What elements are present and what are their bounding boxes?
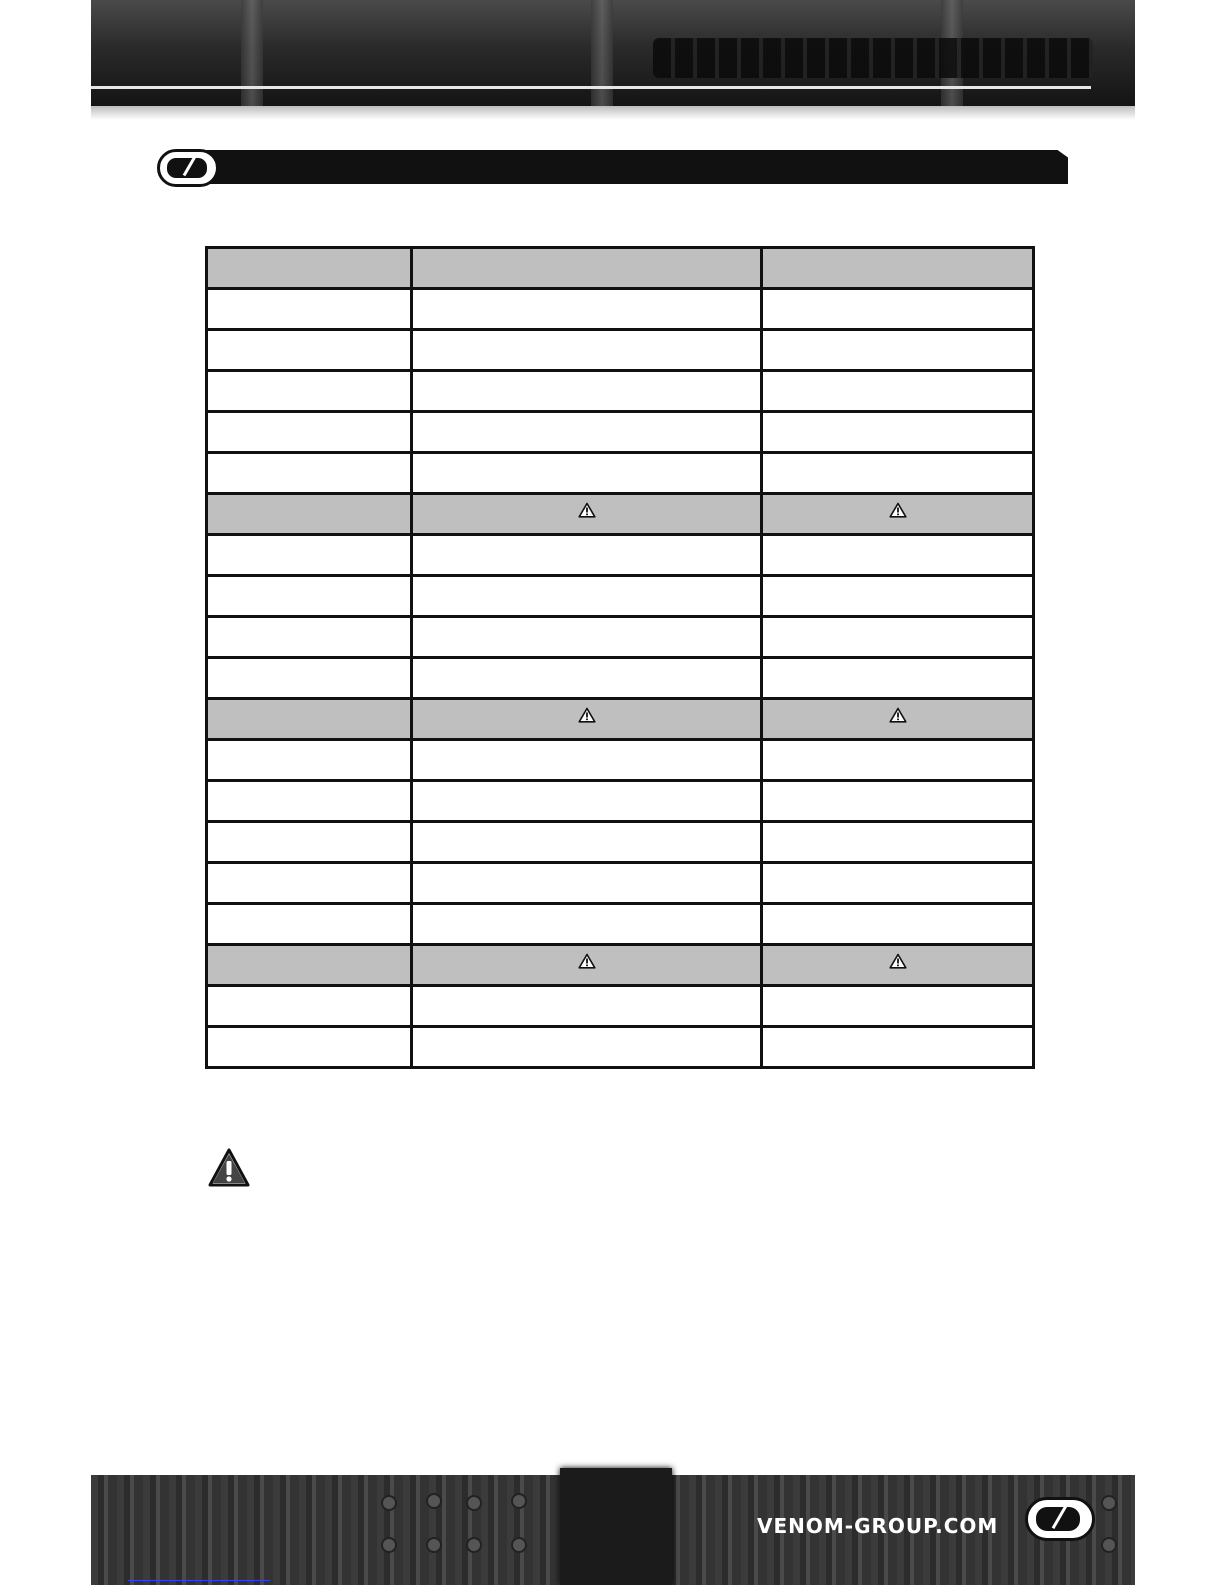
table-cell [207, 781, 412, 822]
table-cell [207, 535, 412, 576]
section-heading-bar [196, 150, 1068, 184]
table-cell [762, 494, 1034, 535]
bolt [1101, 1537, 1117, 1553]
table-cell [412, 412, 762, 453]
table-cell [762, 699, 1034, 740]
table-cell [762, 371, 1034, 412]
table-cell [762, 453, 1034, 494]
table-cell [207, 699, 412, 740]
table-row [207, 617, 1034, 658]
table-row [207, 412, 1034, 453]
table-cell [412, 494, 762, 535]
table-cell [762, 330, 1034, 371]
table-cell [762, 248, 1034, 289]
warning-triangle-icon [578, 707, 596, 726]
table-cell [207, 371, 412, 412]
header-banner [91, 0, 1135, 106]
page-number-tab [560, 1468, 672, 1585]
bolt [511, 1493, 527, 1509]
table-cell [207, 494, 412, 535]
table-cell [412, 289, 762, 330]
table-cell [412, 248, 762, 289]
table-cell [207, 658, 412, 699]
table-cell [412, 453, 762, 494]
table-cell [412, 986, 762, 1027]
bolt [466, 1537, 482, 1553]
table-row [207, 863, 1034, 904]
table-row [207, 535, 1034, 576]
table-cell [207, 863, 412, 904]
table-cell [412, 781, 762, 822]
table-cell [412, 371, 762, 412]
table-row [207, 822, 1034, 863]
venom-logo-icon [1025, 1497, 1095, 1541]
table-row [207, 945, 1034, 986]
table-cell [207, 289, 412, 330]
bolt [466, 1495, 482, 1511]
table-cell [207, 412, 412, 453]
table-cell [412, 576, 762, 617]
table-row [207, 453, 1034, 494]
table-row [207, 1027, 1034, 1068]
fence-post [241, 0, 263, 106]
table-cell [762, 945, 1034, 986]
header-title-graphic [653, 38, 1093, 78]
warning-triangle-icon [889, 707, 907, 726]
table-cell [412, 863, 762, 904]
table-cell [207, 740, 412, 781]
table-row [207, 740, 1034, 781]
bolt [426, 1537, 442, 1553]
table-cell [762, 863, 1034, 904]
table-row [207, 576, 1034, 617]
table-cell [412, 658, 762, 699]
footer-link-underline [128, 1580, 270, 1581]
warning-triangle-icon [889, 953, 907, 972]
table-row [207, 658, 1034, 699]
table-cell [762, 740, 1034, 781]
table-cell [412, 617, 762, 658]
table-cell [207, 822, 412, 863]
table-cell [762, 986, 1034, 1027]
table-cell [412, 535, 762, 576]
table-cell [207, 1027, 412, 1068]
table-cell [762, 412, 1034, 453]
table-cell [207, 904, 412, 945]
table-row [207, 781, 1034, 822]
footer-website[interactable]: VENOM-GROUP.COM [757, 1514, 999, 1538]
header-rule [91, 86, 1091, 89]
table-cell [207, 330, 412, 371]
table-row [207, 330, 1034, 371]
table-cell [207, 453, 412, 494]
table-row [207, 699, 1034, 740]
header-shadow [91, 106, 1135, 120]
table-cell [762, 576, 1034, 617]
table-cell [762, 781, 1034, 822]
table-cell [207, 945, 412, 986]
bolt [381, 1537, 397, 1553]
table-row [207, 371, 1034, 412]
table-row [207, 248, 1034, 289]
venom-logo-icon [157, 149, 219, 187]
table-row [207, 494, 1034, 535]
bolt [1101, 1495, 1117, 1511]
table-cell [412, 945, 762, 986]
table-cell [412, 822, 762, 863]
bolt [426, 1493, 442, 1509]
table-cell [762, 904, 1034, 945]
table-cell [207, 248, 412, 289]
table-cell [762, 289, 1034, 330]
table-cell [412, 1027, 762, 1068]
table-row [207, 904, 1034, 945]
table-cell [412, 740, 762, 781]
table-cell [762, 1027, 1034, 1068]
bolt [381, 1495, 397, 1511]
table-cell [207, 986, 412, 1027]
warning-triangle-icon [889, 502, 907, 521]
table-cell [207, 576, 412, 617]
table-cell [207, 617, 412, 658]
table-cell [762, 617, 1034, 658]
fence-post [591, 0, 613, 106]
table-row [207, 289, 1034, 330]
bolt [511, 1537, 527, 1553]
table-cell [762, 822, 1034, 863]
spec-table [205, 246, 1035, 1069]
table-row [207, 986, 1034, 1027]
table-cell [412, 699, 762, 740]
table-cell [412, 330, 762, 371]
warning-triangle-icon [208, 1148, 250, 1193]
table-cell [412, 904, 762, 945]
warning-triangle-icon [578, 502, 596, 521]
table-cell [762, 658, 1034, 699]
warning-triangle-icon [578, 953, 596, 972]
table-cell [762, 535, 1034, 576]
